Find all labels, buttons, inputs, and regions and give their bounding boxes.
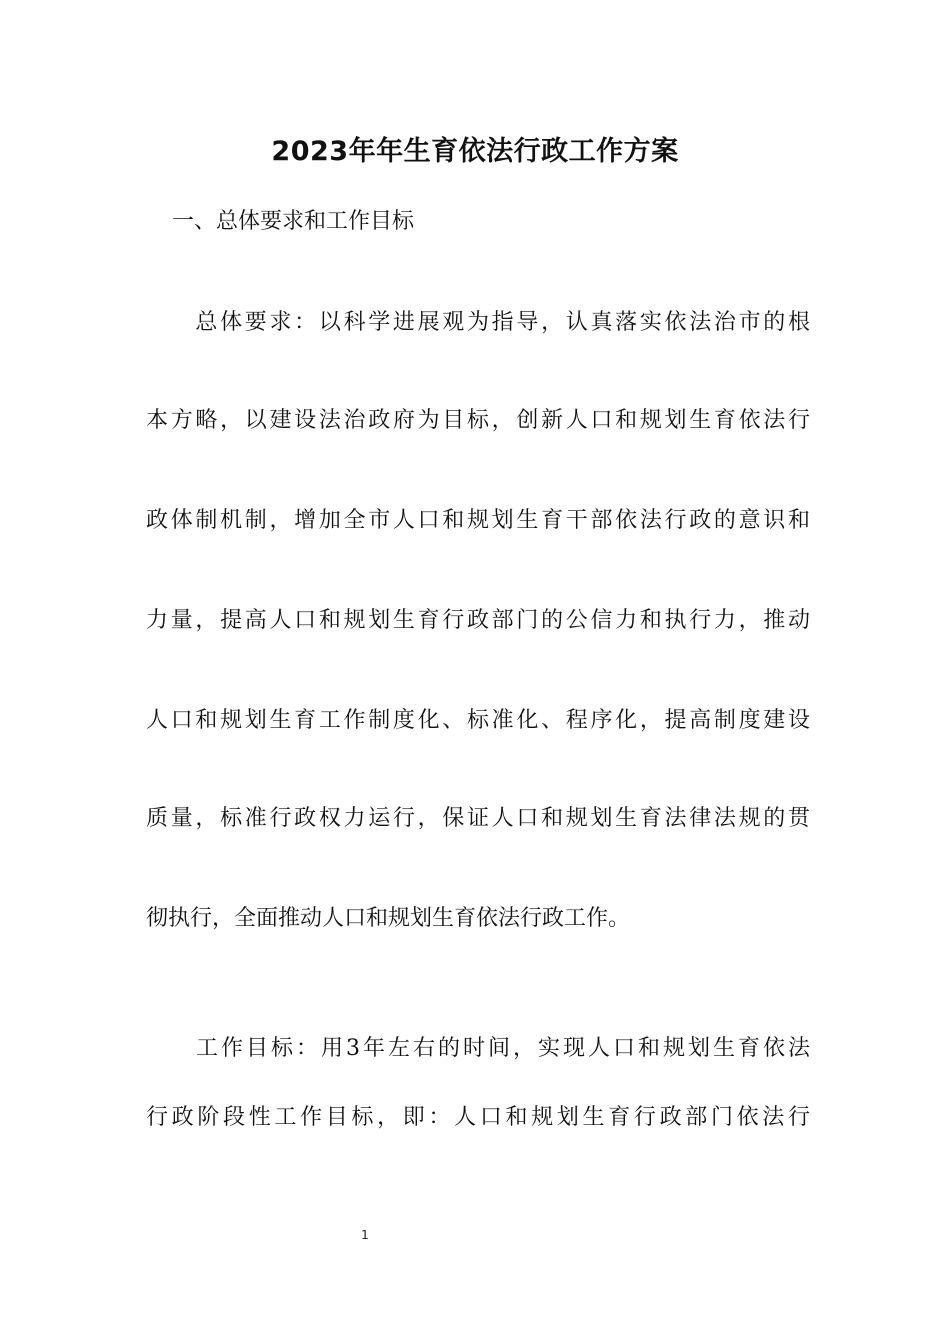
paragraph-line: 人口和规划生育工作制度化、标准化、程序化，提高制度建设 (146, 708, 810, 733)
page-number: 1 (361, 1228, 369, 1242)
section-heading: 一、总体要求和工作目标 (172, 209, 415, 234)
paragraph-line: 工作目标：用3年左右的时间，实现人口和规划生育依法 (146, 1036, 810, 1061)
paragraph-line: 力量，提高人口和规划生育行政部门的公信力和执行力，推动 (146, 608, 810, 633)
paragraph-line: 政体制机制，增加全市人口和规划生育干部依法行政的意识和 (146, 508, 810, 533)
paragraph-line: 彻执行，全面推动人口和规划生育依法行政工作。 (146, 906, 631, 931)
paragraph-line: 本方略，以建设法治政府为目标，创新人口和规划生育依法行 (146, 408, 810, 433)
paragraph-line: 质量，标准行政权力运行，保证人口和规划生育法律法规的贯 (146, 806, 810, 831)
document-title: 2023年年生育依法行政工作方案 (271, 136, 679, 167)
paragraph-line: 总体要求：以科学进展观为指导，认真落实依法治市的根 (146, 310, 810, 335)
paragraph-line: 行政阶段性工作目标，即：人口和规划生育行政部门依法行 (146, 1105, 810, 1130)
